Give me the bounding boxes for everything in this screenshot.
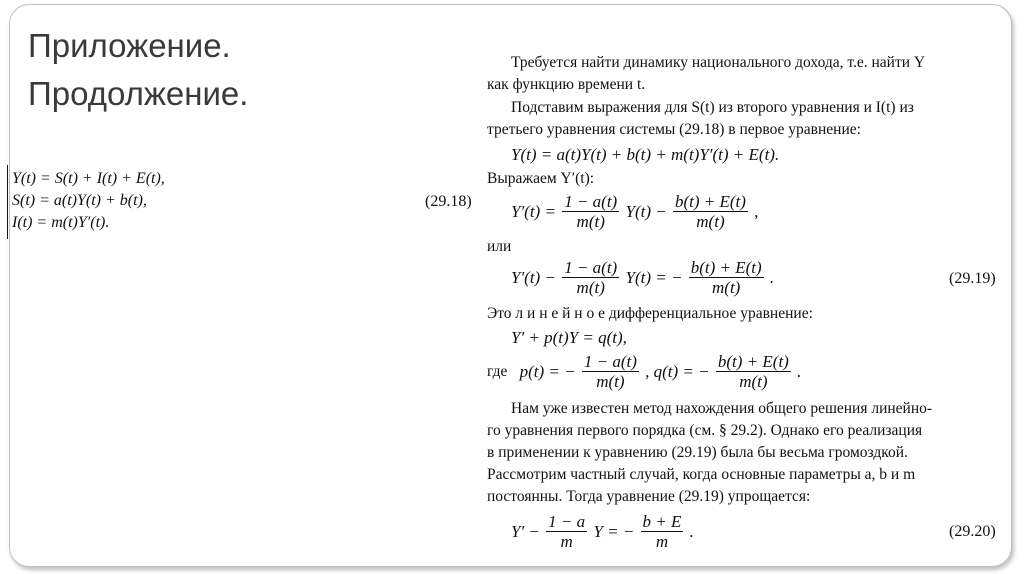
formula-y-prime <box>511 192 758 231</box>
fraction-7 <box>546 512 587 551</box>
fraction-3 <box>562 258 619 297</box>
fraction-3-denominator: m(t) <box>576 278 605 297</box>
formula-3-p: p(t) = − <box>519 361 576 381</box>
fraction-3-numerator: 1 − a(t) <box>564 258 618 277</box>
formula-p-q <box>487 352 801 391</box>
formula-1-lhs: Y′(t) = <box>511 201 556 221</box>
fraction-5-numerator: 1 − a(t) <box>583 352 637 371</box>
formula-29-20 <box>511 512 694 551</box>
fraction-4-denominator: m(t) <box>712 278 741 297</box>
slide-title <box>28 22 248 118</box>
linear-equation: Y′ + p(t)Y = q(t), <box>511 328 627 347</box>
fraction-5 <box>582 352 639 391</box>
title-line-2: Продолжение. <box>28 75 249 112</box>
formula-4-lhs: Y′ − <box>511 521 540 541</box>
paragraph-2-line-1: Подставим выражения для S(t) из второго уравнения и I(t) из <box>511 99 914 116</box>
fraction-2-denominator: m(t) <box>696 212 725 231</box>
fraction-2 <box>673 192 748 231</box>
formula-1-mid: Y(t) − <box>625 201 667 221</box>
paragraph-1-line-1: Требуется найти динамику национального дохода, т.е. найти Y <box>511 54 926 71</box>
formula-29-19 <box>511 258 774 297</box>
fraction-7-numerator: 1 − a <box>548 512 586 531</box>
linear-eq-label: Это л и н е й н о е дифференциальное уравнение: <box>487 305 813 322</box>
paragraph-1-line-2: как функцию времени t. <box>487 76 646 93</box>
fraction-7-denominator: m <box>560 532 573 551</box>
paragraph-3-line-2: го уравнения первого порядка (см. § 29.2). Однако его реализация <box>487 422 923 439</box>
fraction-6-numerator: b(t) + E(t) <box>717 352 789 371</box>
paragraph-3-line-3: в применении к уравнению (29.19) была бы весьма громоздкой. <box>487 444 908 461</box>
fraction-6-denominator: m(t) <box>739 372 768 391</box>
system-eq-1: Y(t) = S(t) + I(t) + E(t), <box>12 170 165 187</box>
express-label: Выражаем Y′(t): <box>487 170 595 187</box>
formula-2-mid: Y(t) = − <box>625 267 683 287</box>
paragraph-2-line-2: третьего уравнения системы (29.18) в первое уравнение: <box>487 121 861 138</box>
formula-2-lhs: Y′(t) − <box>511 267 556 287</box>
system-eq-2: S(t) = a(t)Y(t) + b(t), <box>12 192 147 209</box>
fraction-8-numerator: b + E <box>642 512 682 531</box>
formula-1-end: , <box>754 201 759 221</box>
formula-4-end: . <box>689 521 694 541</box>
formula-4-mid: Y = − <box>593 521 635 541</box>
fraction-2-numerator: b(t) + E(t) <box>674 192 746 211</box>
system-eq-3: I(t) = m(t)Y′(t). <box>12 214 110 231</box>
fraction-5-denominator: m(t) <box>596 372 625 391</box>
paragraph-3-line-1: Нам уже известен метод нахождения общего решения линейно- <box>511 400 933 417</box>
fraction-4-numerator: b(t) + E(t) <box>690 258 762 277</box>
equation-system <box>12 168 165 234</box>
equation-number-29-20: (29.20) <box>949 523 996 540</box>
ili-label: или <box>487 238 512 255</box>
paragraph-3-line-5: постоянны. Тогда уравнение (29.19) упрощается: <box>487 488 811 505</box>
title-line-1: Приложение. <box>28 27 231 64</box>
fraction-8 <box>641 512 684 551</box>
formula-2-end: . <box>769 267 775 287</box>
fraction-6 <box>716 352 791 391</box>
gde-label: где <box>487 362 508 380</box>
paragraph-3-line-4: Рассмотрим частный случай, когда основные параметры a, b и m <box>487 466 916 483</box>
fraction-1 <box>562 192 619 231</box>
formula-3-end: . <box>797 361 802 381</box>
substituted-equation: Y(t) = a(t)Y(t) + b(t) + m(t)Y′(t) + E(t). <box>511 145 780 164</box>
formula-3-q: , q(t) = − <box>645 361 710 381</box>
fraction-1-numerator: 1 − a(t) <box>564 192 618 211</box>
equation-number-29-19: (29.19) <box>949 270 996 287</box>
equation-number-29-18: (29.18) <box>425 193 472 210</box>
fraction-8-denominator: m <box>655 532 669 551</box>
fraction-4 <box>689 258 764 297</box>
fraction-1-denominator: m(t) <box>576 212 605 231</box>
